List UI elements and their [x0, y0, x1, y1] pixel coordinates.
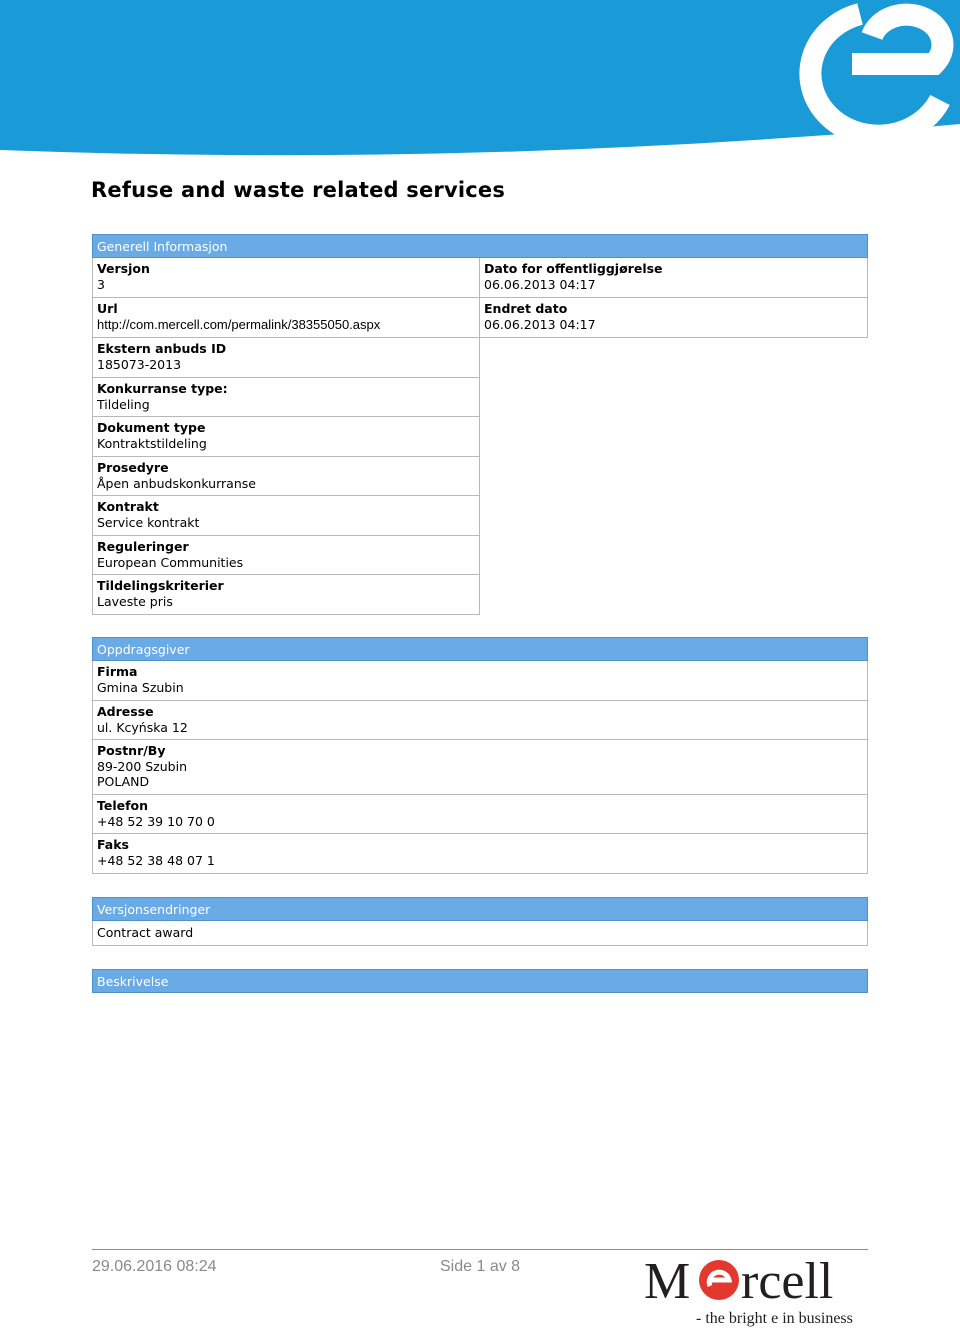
field-version: Versjon 3: [92, 258, 480, 298]
field-procedure: Prosedyre Åpen anbudskonkurranse: [92, 457, 480, 496]
field-version-change: Contract award: [92, 921, 868, 946]
description-header: Beskrivelse: [92, 969, 868, 993]
versions-header: Versjonsendringer: [92, 897, 868, 921]
field-postal-city: Postnr/By 89-200 Szubin POLAND: [92, 740, 868, 795]
field-firm: Firma Gmina Szubin: [92, 661, 868, 701]
field-external-id: Ekstern anbuds ID 185073-2013: [92, 338, 480, 378]
logo-rcell-text: rcell: [741, 1253, 834, 1310]
field-competition-type: Konkurranse type: Tildeling: [92, 378, 480, 417]
footer-date: 29.06.2016 08:24: [92, 1258, 217, 1275]
header-band: [0, 0, 960, 160]
logo-e-icon: [699, 1260, 739, 1300]
general-info-left-column: [92, 258, 480, 615]
logo-tagline: - the bright e in business: [696, 1310, 853, 1327]
general-info-columns: [92, 258, 868, 615]
footer-page-number: Side 1 av 8: [440, 1258, 521, 1275]
field-regulations: Reguleringer European Communities: [92, 536, 480, 575]
general-info-section: [92, 234, 868, 615]
client-header: Oppdragsgiver: [92, 637, 868, 661]
field-modified-date: Endret dato 06.06.2013 04:17: [480, 298, 868, 338]
general-info-header: Generell Informasjon: [92, 234, 868, 258]
field-url: Url http://com.mercell.com/permalink/38355050.aspx: [92, 298, 480, 338]
client-section: [92, 637, 868, 874]
description-section: [92, 969, 868, 993]
general-info-right-column: [480, 258, 868, 615]
logo-m-text: M: [644, 1253, 691, 1310]
url-link[interactable]: http://com.mercell.com/permalink/38355050.aspx: [97, 316, 381, 332]
field-contract: Kontrakt Service kontrakt: [92, 496, 480, 536]
field-phone: Telefon +48 52 39 10 70 0: [92, 795, 868, 834]
field-award-criteria: Tildelingskriterier Laveste pris: [92, 575, 480, 615]
footer-divider: [92, 1249, 868, 1250]
field-publication-date: Dato for offentliggjørelse 06.06.2013 04:17: [480, 258, 868, 298]
field-document-type: Dokument type Kontraktstildeling: [92, 417, 480, 457]
field-address: Adresse ul. Kcyńska 12: [92, 701, 868, 740]
mercell-logo: [640, 1252, 870, 1329]
field-fax: Faks +48 52 38 48 07 1: [92, 834, 868, 874]
page-title: Refuse and waste related services: [91, 178, 506, 202]
versions-section: [92, 897, 868, 946]
